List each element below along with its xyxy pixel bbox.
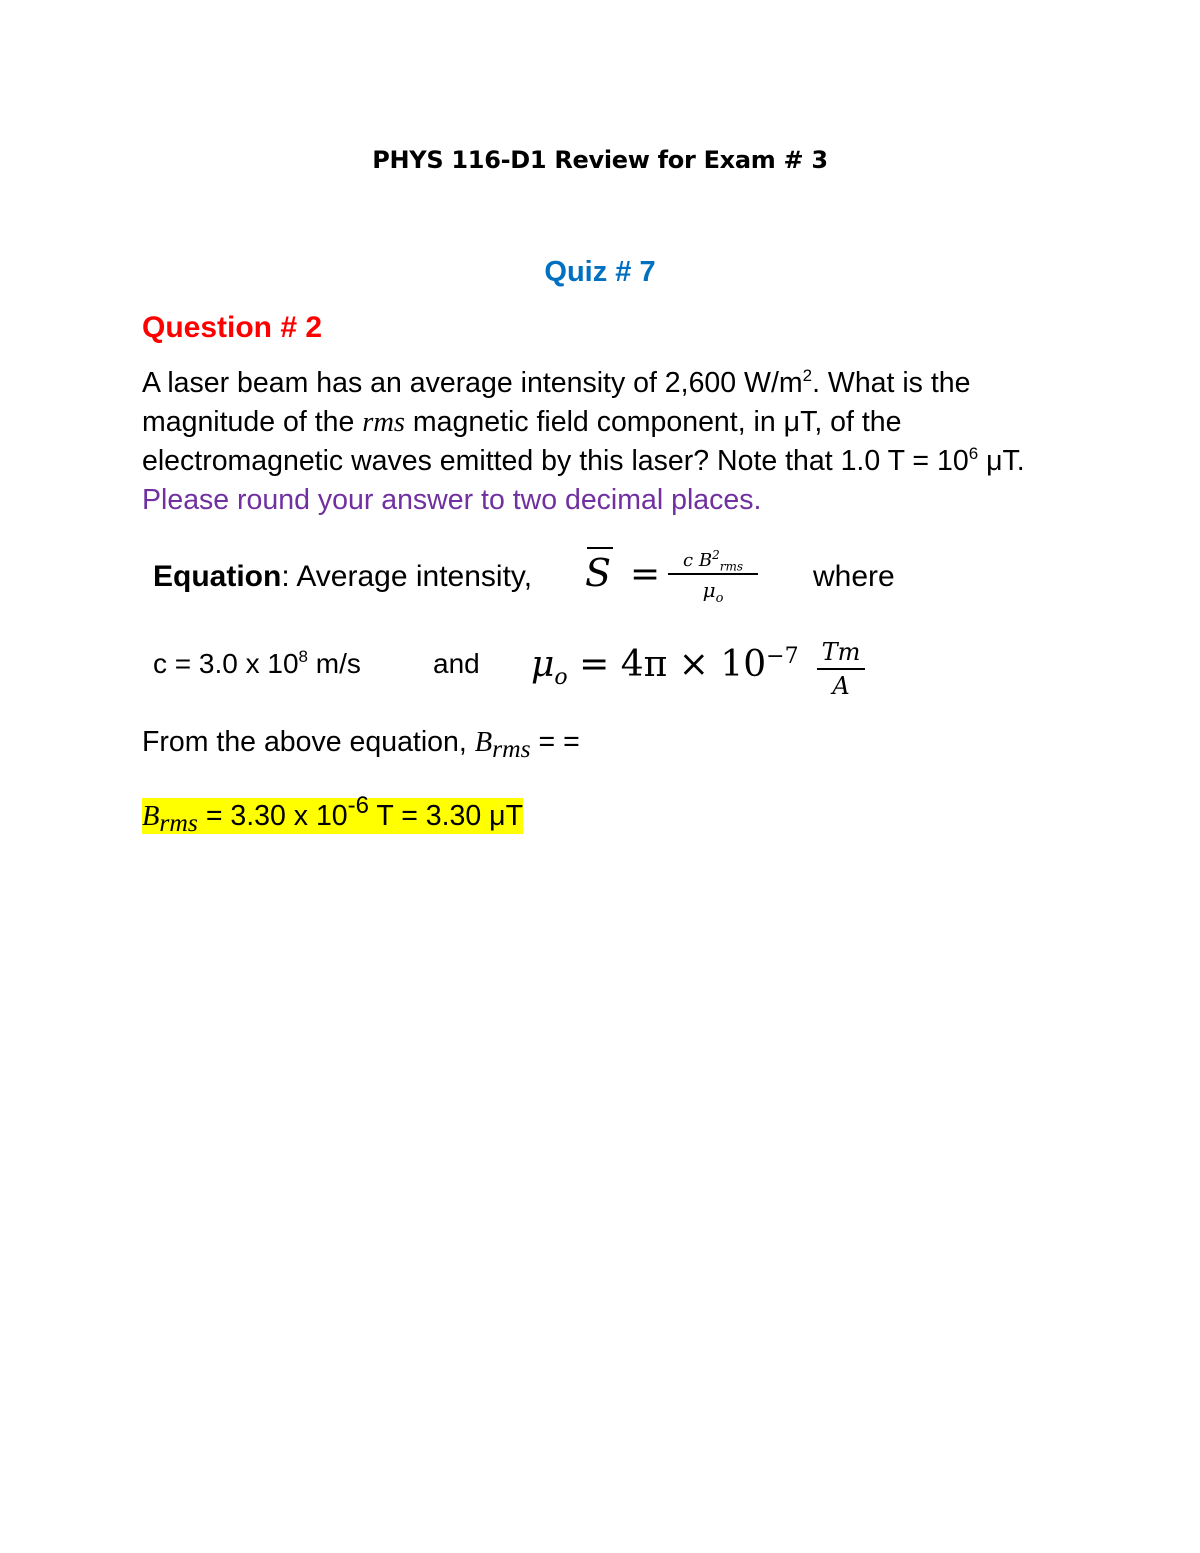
question-text: μT. xyxy=(978,445,1025,477)
speed-unit: m/s xyxy=(308,648,361,679)
rounding-instruction: Please round your answer to two decimal places. xyxy=(142,484,762,516)
mu-subscript: o xyxy=(554,665,568,691)
answer-value: = 3.30 x 10 xyxy=(197,800,348,832)
answer-highlight xyxy=(142,792,523,837)
mu-subscript: o xyxy=(715,591,724,606)
equals-sign: = xyxy=(630,554,661,595)
mu-symbol: μ xyxy=(531,644,555,685)
equation-label: Equation xyxy=(153,560,282,593)
rms-term: rms xyxy=(362,407,406,438)
unit-denominator: A xyxy=(832,672,850,700)
equals-signs: = = xyxy=(530,726,580,758)
fraction-bar xyxy=(668,573,758,575)
field-symbol: B xyxy=(474,727,493,758)
and-label: and xyxy=(433,648,480,679)
exponent: 2 xyxy=(802,366,813,385)
where-label: where xyxy=(813,560,895,593)
exponent: −7 xyxy=(766,644,799,669)
rms-subscript: rms xyxy=(492,734,531,763)
derivation-line xyxy=(142,726,580,763)
answer-unit: T = 3.30 μT xyxy=(369,800,523,832)
derivation-text: From the above equation, xyxy=(142,726,475,758)
field-symbol: B xyxy=(142,801,160,832)
intensity-symbol: S xyxy=(585,551,612,595)
quiz-title: Quiz # 7 xyxy=(544,256,656,288)
speed-of-light xyxy=(153,648,361,680)
speed-value: c = 3.0 x 10 xyxy=(153,648,299,679)
question-text: magnetic field component, in μT, of the electromagnetic waves emitted by this laser? Note that 1.0 T = 10 xyxy=(142,406,969,477)
constants-line xyxy=(153,638,953,708)
permeability-value: = 4π × 10 xyxy=(567,644,767,685)
rms-subscript: rms xyxy=(719,559,743,574)
exponent: 8 xyxy=(298,647,309,666)
fraction-denominator xyxy=(668,578,758,606)
speed-symbol: c xyxy=(683,550,694,571)
equation-lead-text: : Average intensity, xyxy=(281,560,533,593)
intensity-fraction xyxy=(668,540,758,606)
question-title: Question # 2 xyxy=(142,311,323,344)
exponent: 6 xyxy=(968,444,979,463)
field-symbol: B xyxy=(698,550,713,571)
overline xyxy=(587,547,613,549)
fraction-bar xyxy=(817,668,865,670)
square-exponent: 2 xyxy=(712,548,720,562)
mu-symbol: μ xyxy=(702,578,716,602)
permeability-unit xyxy=(817,638,865,700)
rms-subscript: rms xyxy=(159,808,198,837)
unit-numerator: Tm xyxy=(821,638,861,666)
answer-line xyxy=(142,792,523,837)
exponent: -6 xyxy=(347,792,369,819)
equation-line xyxy=(153,540,953,620)
permeability-expression xyxy=(531,644,799,690)
fraction-numerator xyxy=(668,540,758,574)
equation-lead xyxy=(153,560,532,594)
question-text: . What is the magnitude of the xyxy=(142,367,971,438)
question-body xyxy=(142,364,1082,520)
question-text: A laser beam has an average intensity of 2,600 W/m xyxy=(142,367,803,399)
page-title: PHYS 116-D1 Review for Exam # 3 xyxy=(372,146,828,174)
